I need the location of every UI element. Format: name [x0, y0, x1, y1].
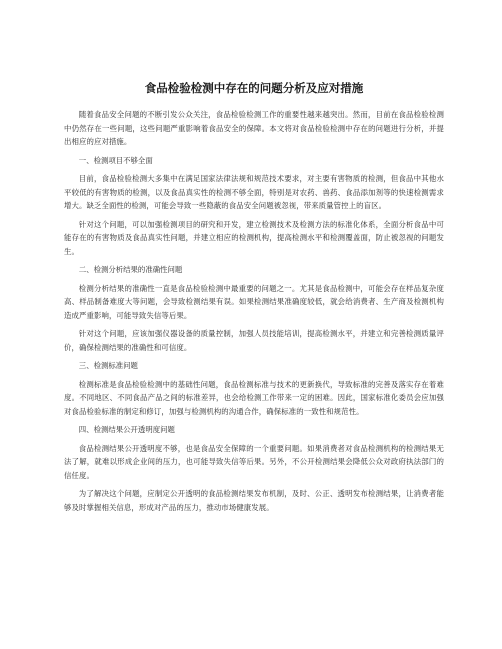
- intro-paragraph: 随着食品安全问题的不断引发公众关注，食品检验检测工作的重要性越来越突出。然而，目前在食品检验检测中仍然存在一些问题，这些问题严重影响着食品安全的保障。本文将对食品检验检测中存在的问题进行分析，并提出相应的应对措施。: [64, 110, 444, 146]
- section-2: [64, 263, 444, 354]
- section-paragraph: 检测分析结果的准确性一直是食品检验检测中最重要的问题之一。尤其是食品检测中，可能会存在样品复杂度高、样品制备难度大等问题，会导致检测结果有误。如果检测结果准确度较低，就会给消费者、生产商及检测机构造成严重影响，可能导致失信等后果。: [64, 283, 444, 320]
- section-heading: 三、检测标准问题: [78, 361, 138, 370]
- section-paragraph: 为了解决这个问题，应制定公开透明的食品检测结果发布机制，及时、公正、透明发布检测结果，让消费者能够及时掌握相关信息，形成对产品的压力，推动市场健康发展。: [64, 489, 444, 512]
- section-heading: 二、检测分析结果的准确性问题: [78, 265, 183, 274]
- section-1: [64, 154, 444, 259]
- section-paragraph: 目前，食品检验检测大多集中在满足国家法律法规和规范技术要求，对主要有害物质的检测，但食品中其他水平较低的有害物质的检测，以及食品真实性的检测不够全面，特别是对农药、兽药、食品添加剂等的快速检测需求增大。缺乏全面性的检测，可能会导致一些隐蔽的食品安全问题被忽视，带来质量管控上的盲区。: [64, 174, 444, 210]
- document-title: 食品检验检测中存在的问题分析及应对措施: [144, 81, 364, 95]
- section-paragraph: 食品检测结果公开透明度不够，也是食品安全保障的一个重要问题。如果消费者对食品检测机构的检测结果无法了解，就难以形成企业间的压力，也可能导致失信等后果。另外，不公开检测结果会降低公众对政府执法部门的信任度。: [64, 443, 444, 480]
- section-3: [64, 359, 444, 418]
- section-paragraph: 检测标准是食品检验检测中的基础性问题，食品检测标准与技术的更新换代，导致标准的完善及落实存在着难度。不同地区、不同食品产品之间的标准差异，也会给检测工作带来一定的困难。因此，国家标准化委员会应加强对食品检验标准的制定和修订，加强与检测机构的沟通合作，确保标准的一致性和规范性。: [64, 379, 444, 416]
- section-heading: 一、检测项目不够全面: [78, 155, 153, 165]
- section-paragraph: 针对这个问题，可以加强检测项目的研究和开发，建立检测技术及检测方法的标准化体系，全面分析食品中可能存在的有害物质及食品真实性问题，并建立相应的检测机构，提高检测水平和检测覆盖面，防止被忽视的问题发生。: [64, 219, 444, 256]
- section-paragraph: 针对这个问题，应该加强仪器设备的质量控制，加强人员技能培训，提高检测水平，并建立和完善检测质量评价，确保检测结果的准确性和可信度。: [64, 329, 444, 352]
- section-4: [64, 423, 444, 514]
- section-heading: 四、检测结果公开透明度问题: [78, 425, 175, 434]
